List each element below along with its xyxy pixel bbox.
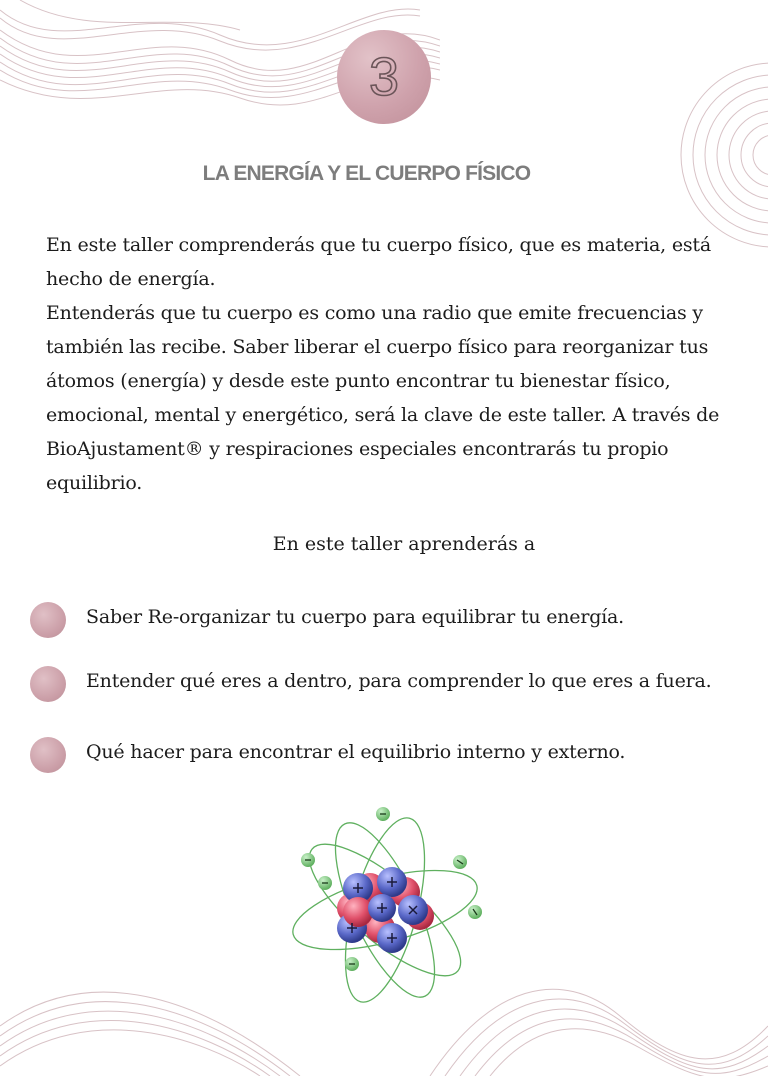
bullet-dot-icon bbox=[30, 602, 66, 638]
intro-paragraph: En este taller comprenderás que tu cuerpo físico, que es materia, está hecho de energía. bbox=[46, 234, 711, 290]
intro-text bbox=[46, 228, 746, 500]
atom-icon bbox=[280, 800, 490, 1010]
bullet-dot-icon bbox=[30, 737, 66, 773]
page-title: LA ENERGÍA Y EL CUERPO FÍSICO bbox=[202, 162, 531, 185]
learning-subheading: En este taller aprenderás a bbox=[272, 533, 536, 555]
bullet-dot-icon bbox=[30, 666, 66, 702]
list-item-text: Entender qué eres a dentro, para comprender lo que eres a fuera. bbox=[86, 670, 712, 692]
intro-paragraph: Entenderás que tu cuerpo es como una radio que emite frecuencias y también las recibe. Saber liberar el cuerpo físico para reorganizar tus átomos (energía) y desde este punto encontrar tu bienestar físico, emocional, mental y energético, será la clave de este taller. A través de BioAjustament® y respiraciones especiales encontrarás tu propio equilibrio. bbox=[46, 302, 720, 494]
list-item bbox=[30, 737, 740, 777]
list-item bbox=[30, 666, 740, 706]
list-item-text: Saber Re-organizar tu cuerpo para equilibrar tu energía. bbox=[86, 606, 625, 628]
list-item-text: Qué hacer para encontrar el equilibrio interno y externo. bbox=[86, 741, 626, 763]
list-item bbox=[30, 602, 740, 642]
section-number-badge bbox=[337, 30, 431, 124]
section-number: 3 bbox=[368, 47, 400, 107]
